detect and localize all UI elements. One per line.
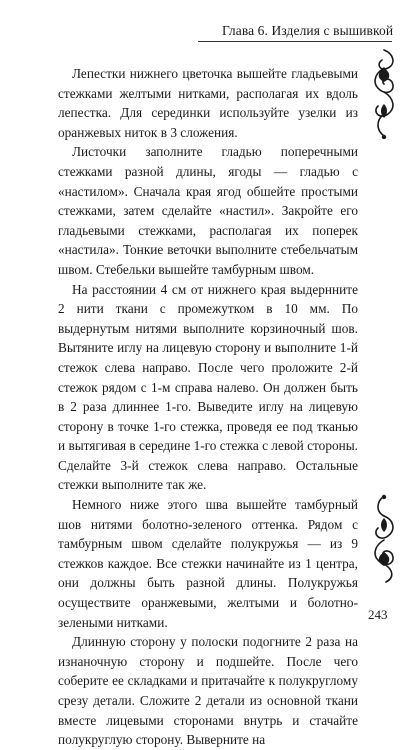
top-ornament — [366, 48, 402, 140]
paragraph-5: Длинную сторону у полоски подогните 2 раза на изнаночную сторону и подшейте. После чего соберите ее складками и притачайте к полукруглому срезу детали. Сложите 2 детали из основной ткани вместе лицевыми сторонами внутрь и стачайте полукруглую сторону. Выверните на — [58, 634, 358, 748]
body-text — [58, 64, 358, 750]
chapter-title: Глава 6. Изделия с вышивкой — [222, 23, 394, 38]
flourish-ornament-icon — [366, 494, 402, 586]
running-header — [222, 22, 394, 48]
flourish-ornament-icon — [366, 48, 402, 140]
paragraph-1: Лепестки нижнего цветочка вышейте гладьевыми стежками желтыми нитками, располагая их вдоль лепестка. Для серединки используйте узелки из оранжевых ниток в 3 сложения. — [58, 66, 358, 140]
header-rule — [198, 41, 392, 42]
paragraph-3: На расстоянии 4 см от нижнего края выдернните 2 нити ткани с промежутком в 10 мм. По выдернутым нитями выполните корзиночный шов. Вытяните иглу на лицевую сторону и выполните 1-й стежок слева направо. После чего проложите 2-й стежок рядом с 1-м справа налево. Он должен быть в 2 раза длиннее 1-го. Выведите иглу на лицевую сторону в точке 1-го стежка, проведя ее под тканью и вытягивая в середине 1-го стежка с левой стороны. Сделайте 3-й стежок слева направо. Остальные стежки выполните так же. — [58, 281, 358, 493]
bottom-ornament — [366, 494, 402, 586]
paragraph-2: Листочки заполните гладью поперечными стежками разной длины, ягоды — гладью с «настилом». Сначала края ягод обшейте простыми стежками, затем сделайте «настил». Закройте его гладьевыми стежками, располагая их поперек «настила». Тонкие веточки выполните стебельчатым швом. Стебельки вышейте тамбурным швом. — [58, 144, 358, 277]
page-number: 243 — [368, 607, 388, 622]
paragraph-4: Немного ниже этого шва вышейте тамбурный шов нитями болотно-зеленого оттенка. Рядом с тамбурным швом сделайте полукружья — из 9 стежков каждое. Все стежки начинайте из 1 центра, они должны быть разной длины. Полукружья осуществите оранжевыми, желтыми и болотно-зелеными нитками. — [58, 497, 358, 630]
